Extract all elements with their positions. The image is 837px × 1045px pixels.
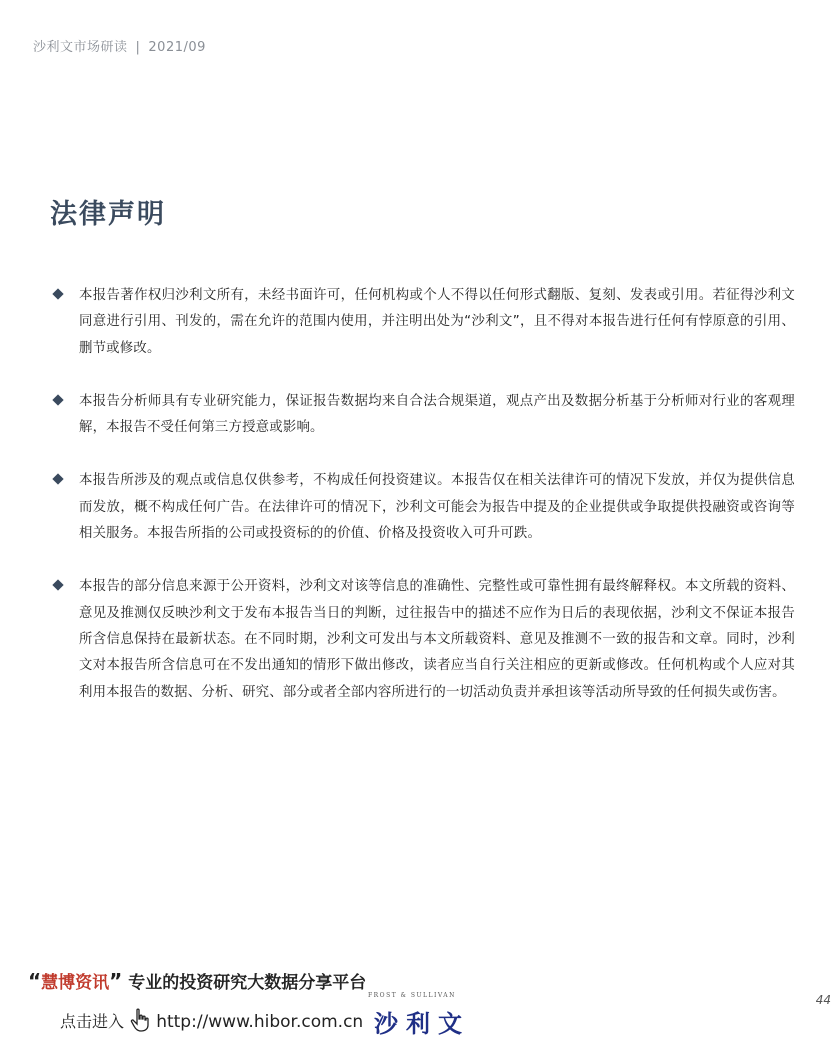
diamond-bullet-icon (52, 580, 63, 591)
list-item-text: 本报告著作权归沙利文所有，未经书面许可，任何机构或个人不得以任何形式翻版、复刻、发表或引用。若征得沙利文同意进行引用、刊发的，需在允许的范围内使用，并注明出处为“沙利文”，且不得对本报告进行任何有悖原意的引用、删节或修改。 (79, 288, 795, 356)
enter-label: 点击进入 (60, 1012, 125, 1031)
list-item (50, 468, 795, 547)
list-item-text: 本报告分析师具有专业研究能力，保证报告数据均来自合法合规渠道，观点产出及数据分析基于分析师对行业的客观理解，本报告不受任何第三方授意或影响。 (79, 393, 795, 436)
list-item-text: 本报告的部分信息来源于公开资料，沙利文对该等信息的准确性、完整性或可靠性拥有最终解释权。本文所载的资料、意见及推测仅反映沙利文于发布本报告当日的判断，过往报告中的描述不应作为日后的表现依据，沙利文不保证本报告所含信息保持在最新状态。在不同时期，沙利文可发出与本文所载资料、意见及推测不一致的报告和文章。同时，沙利文对本报告所含信息可在不发出通知的情形下做出修改，读者应当自行关注相应的更新或修改。任何机构或个人应对其利用本报告的数据、分析、研究、部分或者全部内容所进行的一切活动负责并承担该等活动所导致的任何损失或伤害。 (79, 579, 795, 700)
logo-small-text: FROST & SULLIVAN (368, 992, 456, 999)
quote-close: ” (109, 969, 123, 993)
header-brand: 沙利文市场研读 (33, 40, 128, 55)
logo-main-text: 沙利文 (374, 1010, 470, 1038)
list-item (50, 283, 795, 362)
hibor-url-link[interactable]: http://www.hibor.com.cn (156, 1012, 364, 1032)
list-item (50, 389, 795, 442)
promo-brand: 慧博资讯 (41, 973, 110, 993)
page-footer (0, 960, 837, 1045)
diamond-bullet-icon (52, 394, 63, 405)
page-title: 法律声明 (50, 199, 166, 230)
page-number: 44 (815, 993, 831, 1007)
statement-list (50, 283, 795, 733)
promo-tagline: 专业的投资研究大数据分享平台 (128, 973, 367, 993)
promo-banner (28, 968, 366, 993)
list-item (50, 574, 795, 705)
diamond-bullet-icon (52, 474, 63, 485)
diamond-bullet-icon (52, 288, 63, 299)
list-item-text: 本报告所涉及的观点或信息仅供参考，不构成任何投资建议。本报告仅在相关法律许可的情况下发放，并仅为提供信息而发放，概不构成任何广告。在法律许可的情况下，沙利文可能会为报告中提及的企业提供或争取提供投融资或咨询等相关服务。本报告所指的公司或投资标的的价值、价格及投资收入可升可跌。 (79, 473, 795, 542)
page-header (33, 36, 206, 55)
enter-link-row[interactable] (60, 1008, 363, 1032)
quote-open: “ (28, 969, 42, 993)
pointing-hand-icon (130, 1008, 150, 1032)
header-date: 2021/09 (148, 40, 206, 55)
header-separator: | (135, 40, 141, 55)
sullivan-logo (362, 990, 482, 1036)
